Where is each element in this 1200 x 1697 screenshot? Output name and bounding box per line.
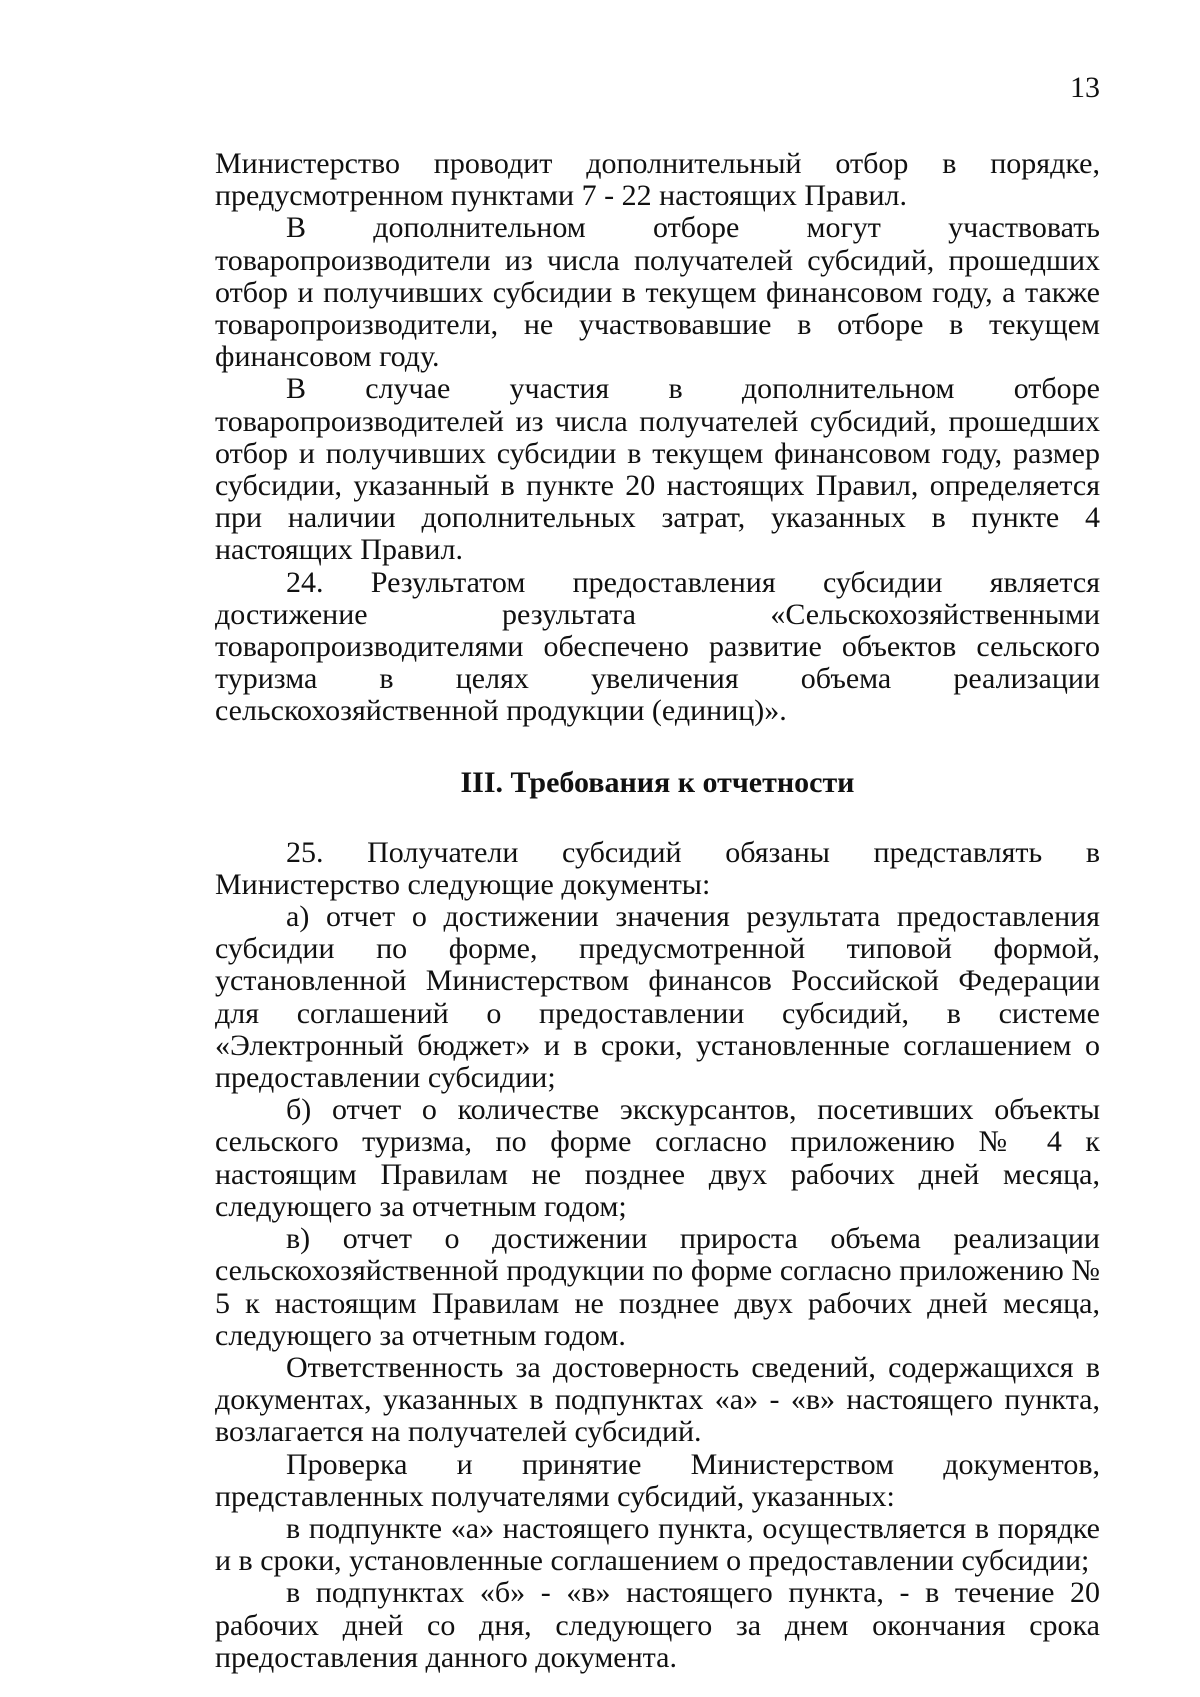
section-title: III. Требования к отчетности — [460, 765, 855, 799]
document-body — [215, 148, 1100, 1674]
paragraph-item-24: 24. Результатом предоставления субсидии является достижение результата «Сельскохозяйственными товаропроизводителями обеспечено развитие объектов сельского туризма в целях увеличения объема реализации сельскохозяйственной продукции (единиц)». — [215, 565, 1100, 728]
paragraph-participants: В дополнительном отборе могут участвовать товаропроизводители из числа получателей субсидий, прошедших отбор и получивших субсидии в текущем финансовом году, а также товаропроизводители, не участвовавшие в отборе в текущем финансовом году. — [215, 211, 1100, 374]
paragraph-subitem-b: б) отчет о количестве экскурсантов, посетивших объекты сельского туризма, по форме согласно приложению № 4 к настоящим Правилам не позднее двух рабочих дней месяца, следующего за отчетным годом; — [215, 1093, 1100, 1223]
paragraph-additional-selection: Министерство проводит дополнительный отбор в порядке, предусмотренном пунктами 7 - 22 настоящих Правил. — [215, 147, 1100, 213]
paragraph-verification-a: в подпункте «а» настоящего пункта, осуществляется в порядке и в сроки, установленные соглашением о предоставлении субсидии; — [215, 1511, 1100, 1578]
paragraph-item-25: 25. Получатели субсидий обязаны представлять в Министерство следующие документы: — [215, 835, 1100, 901]
paragraph-subsidy-size: В случае участия в дополнительном отборе товаропроизводителей из числа получателей субсидий, прошедших отбор и получивших субсидии в текущем финансовом году, размер субсидии, указанный в пункте 20 настоящих Правил, определяется при наличии дополнительных затрат, указанных в пункте 4 настоящих Правил. — [215, 372, 1100, 567]
paragraph-verification-b-v: в подпунктах «б» - «в» настоящего пункта, - в течение 20 рабочих дней со дня, следующего за днем окончания срока предоставления данного документа. — [215, 1576, 1100, 1674]
paragraph-responsibility: Ответственность за достоверность сведений, содержащихся в документах, указанных в подпунктах «а» - «в» настоящего пункта, возлагается на получателей субсидий. — [215, 1350, 1100, 1449]
page-number: 13 — [1070, 71, 1100, 104]
paragraph-verification: Проверка и принятие Министерством документов, представленных получателями субсидий, указанных: — [215, 1447, 1100, 1513]
paragraph-subitem-v: в) отчет о достижении прироста объема реализации сельскохозяйственной продукции по форме согласно приложению № 5 к настоящим Правилам не позднее двух рабочих дней месяца, следующего за отчетным годом. — [215, 1222, 1100, 1352]
paragraph-subitem-a: а) отчет о достижении значения результата предоставления субсидии по форме, предусмотренной типовой формой, установленной Министерством финансов Российской Федерации для соглашений о предоставлении субсидий, в системе «Электронный бюджет» и в сроки, установленные соглашением о предоставлении субсидии; — [215, 900, 1100, 1095]
